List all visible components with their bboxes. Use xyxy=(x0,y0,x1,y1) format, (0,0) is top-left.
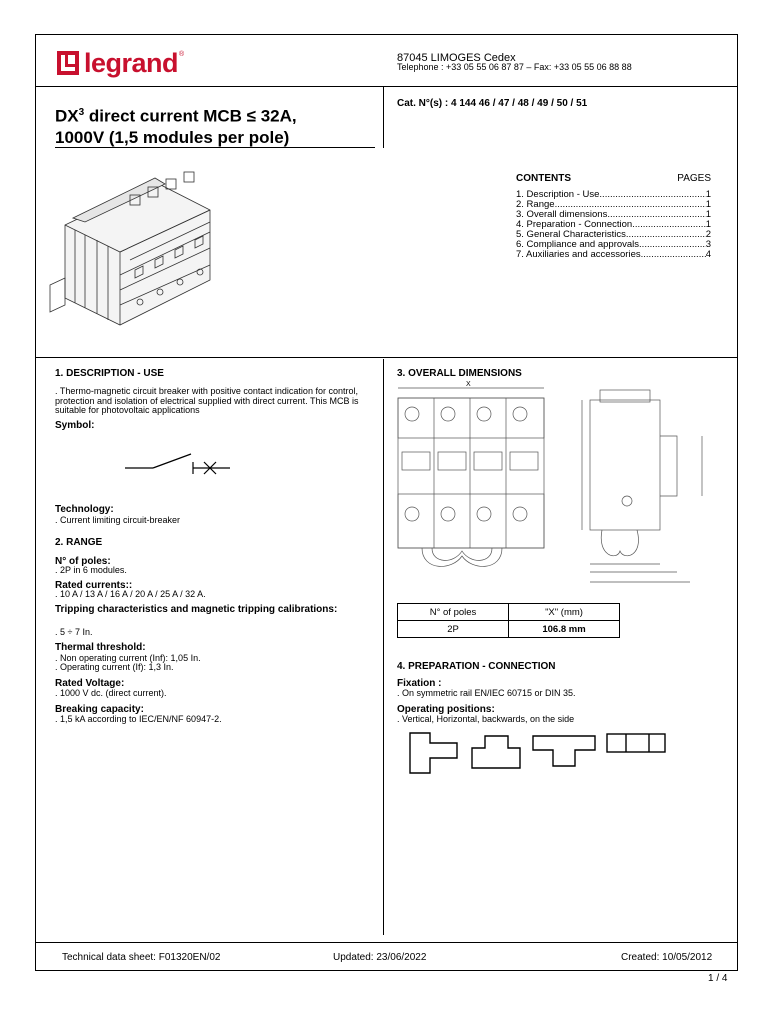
pages-heading: PAGES xyxy=(677,173,711,184)
table-cell-x: 106.8 mm xyxy=(509,621,620,638)
fixation-text: . On symmetric rail EN/IEC 60715 or DIN 35. xyxy=(397,688,576,698)
contents-item: 3. Overall dimensions ..... 1 xyxy=(516,210,711,220)
catalog-numbers: Cat. N°(s) : 4 144 46 / 47 / 48 / 49 / 50 / 51 xyxy=(397,98,588,109)
logo-wordmark: legrand xyxy=(84,47,179,78)
phone-fax: Telephone : +33 05 55 06 87 87 – Fax: +33 05 55 06 88 88 xyxy=(397,62,632,72)
footer-created: Created: 10/05/2012 xyxy=(621,952,713,963)
voltage-label: Rated Voltage: xyxy=(55,678,125,689)
contents-item: 1. Description - Use ..... 1 xyxy=(516,190,711,200)
table-of-contents xyxy=(516,173,711,260)
breaking-label: Breaking capacity: xyxy=(55,704,144,715)
header-vdivider xyxy=(383,86,384,148)
legrand-mark-icon xyxy=(57,51,79,75)
poles-label: N° of poles: xyxy=(55,556,111,567)
breaker-symbol-icon xyxy=(125,450,235,475)
breaking-text: . 1,5 kA according to IEC/EN/NF 60947-2. xyxy=(55,714,222,724)
section-range-heading: 2. RANGE xyxy=(55,537,103,548)
symbol-label: Symbol: xyxy=(55,420,95,431)
footer-divider xyxy=(35,942,738,943)
page-number: 1 / 4 xyxy=(708,973,728,984)
description-text: . Thermo-magnetic circuit breaker with positive contact indication for control, protection and isolation of electrical supplied with direct current. This MCB is suitable for photovoltaic applications xyxy=(55,386,359,415)
column-divider xyxy=(383,359,384,935)
tick xyxy=(35,157,36,167)
positions-text: . Vertical, Horizontal, backwards, on the side xyxy=(397,714,575,724)
footer-sheet: Technical data sheet: F01320EN/02 xyxy=(62,952,221,963)
currents-text: . 10 A / 13 A / 16 A / 20 A / 25 A / 32 A. xyxy=(55,589,206,599)
contents-item: 2. Range ..... 1 xyxy=(516,200,711,210)
technology-label: Technology: xyxy=(55,504,114,515)
product-illustration xyxy=(45,170,220,335)
contents-item: 7. Auxiliaries and accessories ..... 4 xyxy=(516,250,711,260)
thermal-label: Thermal threshold: xyxy=(55,642,146,653)
header-divider xyxy=(35,86,738,87)
dimension-drawing xyxy=(392,386,718,591)
thermal-text-2: . Operating current (If): 1,3 In. xyxy=(55,662,174,672)
fixation-label: Fixation : xyxy=(397,678,442,689)
tripping-label: Tripping characteristics and magnetic tripping calibrations: xyxy=(55,604,338,615)
positions-label: Operating positions: xyxy=(397,704,495,715)
footer-updated: Updated: 23/06/2022 xyxy=(333,952,427,963)
section-preparation-heading: 4. PREPARATION - CONNECTION xyxy=(397,661,556,672)
currents-label: Rated currents:: xyxy=(55,580,133,591)
table-cell-poles: 2P xyxy=(398,621,509,638)
section-dimensions-heading: 3. OVERALL DIMENSIONS xyxy=(397,368,522,379)
poles-text: . 2P in 6 modules. xyxy=(55,565,127,575)
dimensions-table xyxy=(397,603,620,638)
voltage-text: . 1000 V dc. (direct current). xyxy=(55,688,167,698)
contents-item: 5. General Characteristics ..... 2 xyxy=(516,230,711,240)
contents-list xyxy=(516,190,711,260)
contents-item: 6. Compliance and approvals ..... 3 xyxy=(516,240,711,250)
tripping-text: . 5 ÷ 7 In. xyxy=(55,627,93,637)
thermal-text-1: . Non operating current (Inf): 1,05 In. xyxy=(55,653,201,663)
page-title: $DX^3$ direct current MCB ≤ 32A, 1000V (1,5 modules per pole) xyxy=(55,106,297,147)
tick xyxy=(737,157,738,167)
legrand-logo xyxy=(57,48,184,78)
logo-registered: ® xyxy=(179,51,185,58)
table-header-x: "X" (mm) xyxy=(509,604,620,621)
contents-item: 4. Preparation - Connection ..... 1 xyxy=(516,220,711,230)
contents-heading: CONTENTS xyxy=(516,173,571,184)
technology-text: . Current limiting circuit-breaker xyxy=(55,515,181,525)
section-divider xyxy=(35,357,738,358)
table-header-poles: N° of poles xyxy=(398,604,509,621)
operating-positions-icons xyxy=(405,728,670,778)
section-description-heading: 1. DESCRIPTION - USE xyxy=(55,368,164,379)
dimension-x-label: X xyxy=(466,381,471,388)
address: 87045 LIMOGES Cedex xyxy=(397,52,516,64)
